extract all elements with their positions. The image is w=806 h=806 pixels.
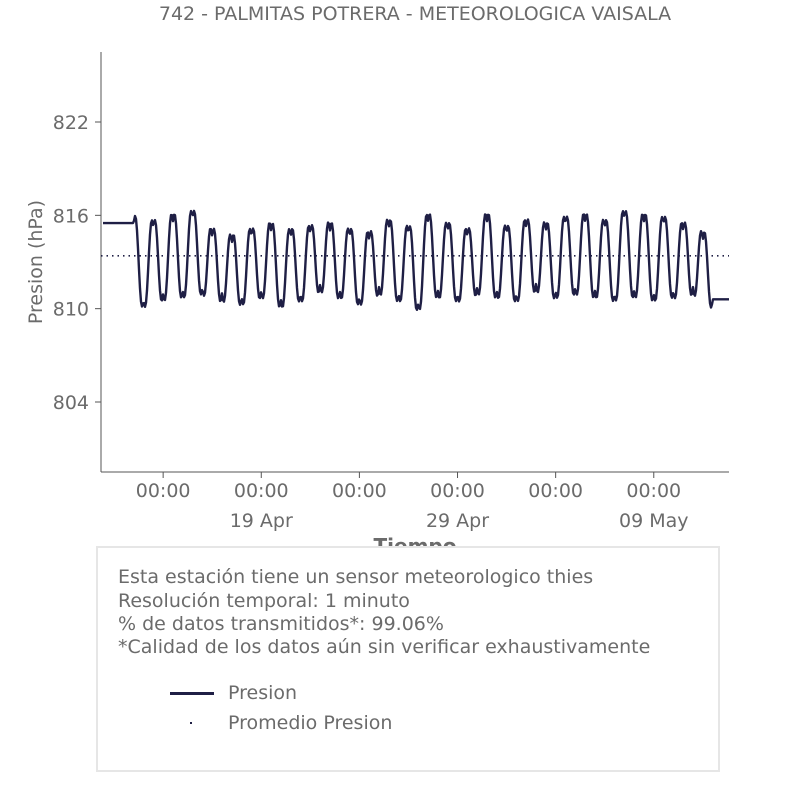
legend-label-presion: Presion: [228, 682, 298, 704]
x-tick-time-label: 00:00: [626, 480, 682, 502]
series-layer: [101, 211, 729, 310]
info-transmitted-line: % de datos transmitidos*: 99.06%: [118, 613, 444, 635]
y-tick-label: 804: [52, 392, 89, 414]
legend-dot-swatch: [170, 711, 214, 735]
y-axis-label: Presion (hPa): [25, 199, 47, 325]
x-tick-date-label: 19 Apr: [229, 510, 293, 532]
x-tick-time-label: 00:00: [332, 480, 387, 502]
y-tick-label: 810: [52, 298, 89, 321]
x-tick-time-label: 00:00: [430, 480, 485, 502]
chart-title: 742 - PALMITAS POTRERA - METEOROLOGICA VAISALA: [158, 3, 672, 25]
x-ticks: [136, 472, 689, 532]
x-tick-date-label: 09 May: [619, 510, 689, 532]
info-box: [96, 546, 720, 772]
info-quality-line: *Calidad de los datos aún sin verificar exhaustivamente: [118, 636, 651, 658]
series-presion: [103, 211, 729, 310]
info-sensor-line: Esta estación tiene un sensor meteorologico thies: [118, 566, 594, 588]
legend-line-swatch: [170, 681, 214, 705]
y-tick-label: 816: [52, 205, 89, 228]
x-tick-time-label: 00:00: [135, 480, 191, 502]
axes: [101, 52, 729, 472]
info-resolution-line: Resolución temporal: 1 minuto: [118, 590, 410, 612]
legend-item-presion: [170, 681, 297, 705]
x-tick-date-label: 29 Apr: [425, 510, 490, 532]
y-tick-label: 822: [52, 112, 89, 134]
y-ticks: [53, 112, 101, 414]
x-tick-time-label: 00:00: [528, 480, 584, 502]
x-tick-time-label: 00:00: [233, 480, 289, 502]
legend-label-promedio: Promedio Presion: [228, 712, 393, 734]
legend-item-promedio: [170, 711, 392, 735]
